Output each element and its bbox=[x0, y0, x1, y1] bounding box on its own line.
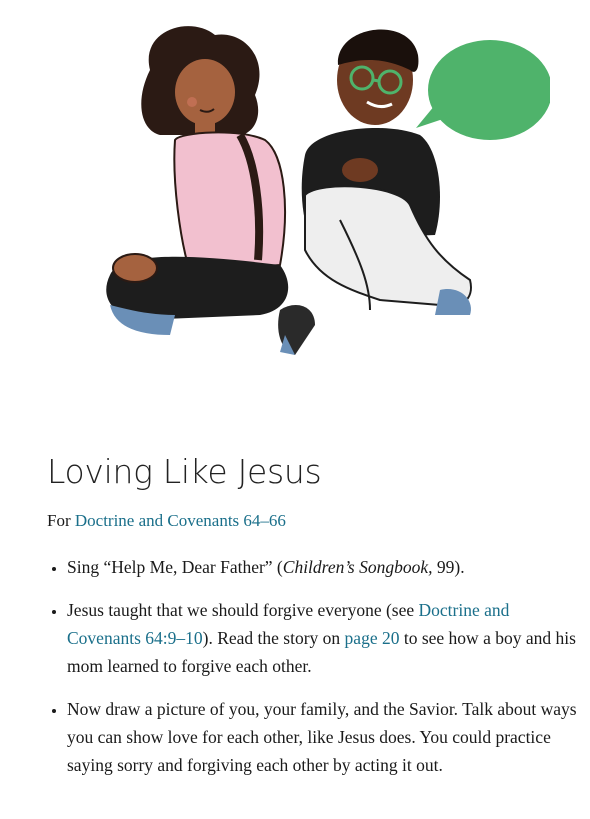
girl-figure bbox=[106, 26, 288, 335]
scripture-link[interactable]: Doctrine and Covenants 64–66 bbox=[74, 511, 286, 530]
speech-bubble-icon bbox=[416, 40, 550, 140]
songbook-title: Children’s Songbook, bbox=[282, 557, 433, 577]
for-prefix: For bbox=[47, 511, 71, 530]
activity-list bbox=[48, 553, 577, 794]
scripture-reference-line bbox=[47, 511, 286, 531]
list-item: • Jesus taught that we should forgive everyone (see Doctrine and Covenants 64:9–10). Read the story on page 20 to see how a boy and his mom learned to forgive each other. bbox=[67, 596, 577, 680]
list-item: • Sing “Help Me, Dear Father” (Children’s Songbook, 99). bbox=[67, 553, 577, 581]
page-title: Loving Like Jesus bbox=[47, 452, 322, 491]
story-page-link[interactable]: page 20 bbox=[344, 628, 400, 648]
children-illustration bbox=[80, 10, 550, 365]
scripture-verse-link[interactable]: Doctrine and Covenants 64:9–10 bbox=[67, 600, 510, 648]
list-item: • Now draw a picture of you, your family, and the Savior. Talk about ways you can show love for each other, like Jesus does. You could practice saying sorry and forgiving each other by acting it out. bbox=[67, 695, 577, 779]
